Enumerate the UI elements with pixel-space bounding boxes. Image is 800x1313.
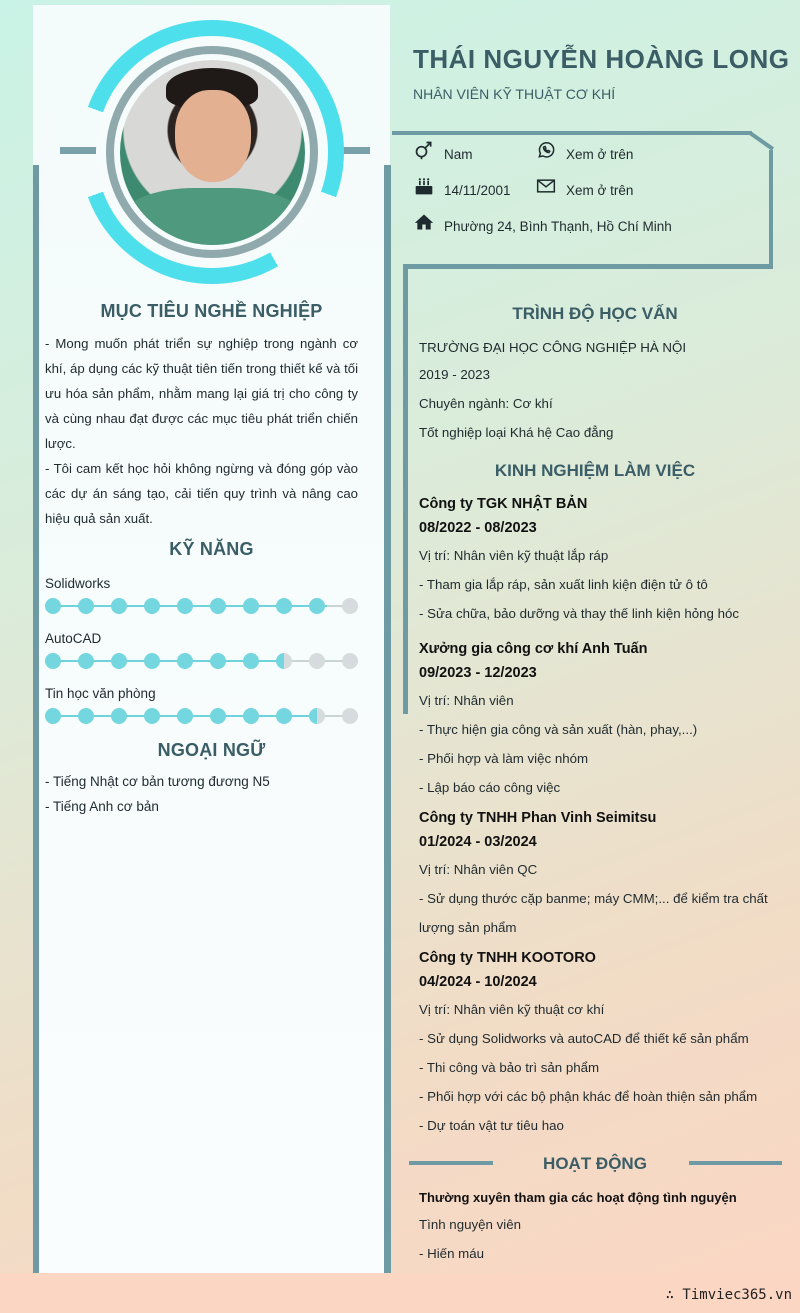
left-frame-rail	[384, 165, 391, 1273]
birthday-value: 14/11/2001	[444, 183, 511, 198]
objective-title: MỤC TIÊU NGHỀ NGHIỆP	[100, 301, 323, 321]
skill-dot	[243, 708, 259, 724]
job-task: - Thi công và bảo trì sản phẩm	[419, 1060, 600, 1075]
skill-name: AutoCAD	[45, 631, 102, 646]
skill-dot	[177, 653, 193, 669]
skill-dot	[243, 653, 259, 669]
job-position: Vị trí: Nhân viên QC	[419, 862, 538, 877]
school-name: TRƯỜNG ĐẠI HỌC CÔNG NGHIỆP HÀ NỘI	[419, 340, 687, 355]
experience-title: KINH NGHIỆM LÀM VIỆC	[494, 461, 696, 480]
skill-dot	[144, 598, 160, 614]
info-frame	[403, 264, 408, 714]
address-value: Phường 24, Bình Thạnh, Hồ Chí Minh	[444, 219, 672, 234]
job-task: - Sử dụng thước cặp banme; máy CMM;... để kiểm tra chất lượng sản phẩm	[419, 891, 768, 935]
left-frame-rail	[33, 165, 39, 1273]
job-period: 04/2024 - 10/2024	[419, 974, 537, 990]
job-task: - Tham gia lắp ráp, sản xuất linh kiện điện tử ô tô	[419, 577, 708, 592]
skill-dot	[342, 708, 358, 724]
skill-dot	[276, 653, 292, 669]
skill-dot	[210, 598, 226, 614]
skill-dot	[78, 653, 94, 669]
skill-dot	[78, 708, 94, 724]
info-frame	[403, 264, 773, 269]
education-title: TRÌNH ĐỘ HỌC VẤN	[512, 304, 678, 323]
skill-dot	[111, 653, 127, 669]
avatar	[120, 60, 305, 245]
skill-dot	[309, 598, 325, 614]
job-title: NHÂN VIÊN KỸ THUẬT CƠ KHÍ	[413, 86, 616, 102]
objective-paragraph-2: - Tôi cam kết học hỏi không ngừng và đóng góp vào các dự án sáng tạo, cải tiến quy trình và nâng cao hiệu quả sản xuất.	[45, 461, 358, 526]
job-period: 09/2023 - 12/2023	[419, 665, 537, 681]
skill-dot	[177, 598, 193, 614]
languages-title: NGOẠI NGỮ	[157, 740, 266, 760]
job-position: Vị trí: Nhân viên	[419, 693, 514, 708]
skill-dot	[342, 598, 358, 614]
job-position: Vị trí: Nhân viên kỹ thuật cơ khí	[419, 1002, 605, 1017]
objective-paragraph-1: - Mong muốn phát triển sự nghiệp trong ngành cơ khí, áp dụng các kỹ thuật tiên tiến trong thiết kế và tối ưu hóa sản phẩm, nhằm mang lại giá trị cho công ty và cùng nhau đạt được các mục tiêu phát triển chiến lược.	[45, 336, 358, 451]
birthday-cake-icon	[413, 176, 435, 196]
skill-dot	[45, 708, 61, 724]
job-task: - Sử dụng Solidworks và autoCAD để thiết kế sản phẩm	[419, 1031, 749, 1046]
email-value: Xem ở trên	[566, 183, 634, 198]
skill-dot	[276, 708, 292, 724]
job-task: - Sửa chữa, bảo dưỡng và thay thế linh kiện hỏng hóc	[419, 606, 740, 621]
skill-dot	[144, 653, 160, 669]
info-frame	[769, 150, 773, 268]
skill-dot	[78, 598, 94, 614]
skill-dot	[243, 598, 259, 614]
job-task: - Lập báo cáo công việc	[419, 780, 561, 795]
gender-value: Nam	[444, 147, 473, 162]
skill-dot	[342, 653, 358, 669]
company-name: Công ty TNHH Phan Vinh Seimitsu	[419, 810, 657, 826]
watermark: ∴ Timviec365.vn	[665, 1287, 792, 1303]
skill-dot	[309, 653, 325, 669]
info-frame	[392, 131, 752, 135]
skill-dot	[210, 708, 226, 724]
gender-icon	[413, 140, 435, 160]
phone-value: Xem ở trên	[566, 147, 634, 162]
skill-name: Tin học văn phòng	[45, 686, 156, 701]
skill-rating	[45, 598, 358, 614]
skill-dot	[309, 708, 325, 724]
email-icon	[535, 176, 557, 196]
skill-rating	[45, 708, 358, 724]
skill-name: Solidworks	[45, 576, 111, 591]
job-period: 08/2022 - 08/2023	[419, 520, 537, 536]
skills-title: KỸ NĂNG	[169, 539, 254, 559]
job-task: - Dự toán vật tư tiêu hao	[419, 1118, 564, 1133]
activity-item: - Hiến máu	[419, 1246, 485, 1261]
job-task: - Phối hợp với các bộ phận khác để hoàn thiện sản phẩm	[419, 1089, 758, 1104]
company-name: Công ty TNHH KOOTORO	[419, 950, 596, 966]
home-icon	[413, 212, 435, 232]
activity-heading: Thường xuyên tham gia các hoạt động tình nguyện	[419, 1190, 737, 1205]
education-grade: Tốt nghiệp loại Khá hệ Cao đẳng	[419, 425, 614, 440]
job-period: 01/2024 - 03/2024	[419, 834, 537, 850]
skill-dot	[45, 653, 61, 669]
candidate-name: THÁI NGUYỄN HOÀNG LONG	[413, 44, 790, 74]
job-position: Vị trí: Nhân viên kỹ thuật lắp ráp	[419, 548, 609, 563]
language-item: - Tiếng Anh cơ bản	[45, 799, 159, 814]
education-major: Chuyên ngành: Cơ khí	[419, 396, 553, 411]
company-name: Công ty TGK NHẬT BẢN	[419, 496, 588, 512]
activity-role: Tình nguyện viên	[419, 1217, 522, 1232]
info-frame	[749, 131, 774, 150]
skill-dot	[111, 598, 127, 614]
job-task: - Phối hợp và làm việc nhóm	[419, 751, 589, 766]
skill-rating	[45, 653, 358, 669]
skill-dot	[144, 708, 160, 724]
whatsapp-icon	[535, 140, 557, 160]
activities-title: HOẠT ĐỘNG	[543, 1154, 647, 1173]
skill-dot	[45, 598, 61, 614]
education-period: 2019 - 2023	[419, 367, 490, 382]
skill-dot	[276, 598, 292, 614]
company-name: Xưởng gia công cơ khí Anh Tuấn	[419, 641, 648, 657]
skill-dot	[177, 708, 193, 724]
job-task: - Thực hiện gia công và sản xuất (hàn, phay,...)	[419, 722, 698, 737]
language-item: - Tiếng Nhật cơ bản tương đương N5	[45, 774, 270, 789]
skill-dot	[210, 653, 226, 669]
skill-dot	[111, 708, 127, 724]
